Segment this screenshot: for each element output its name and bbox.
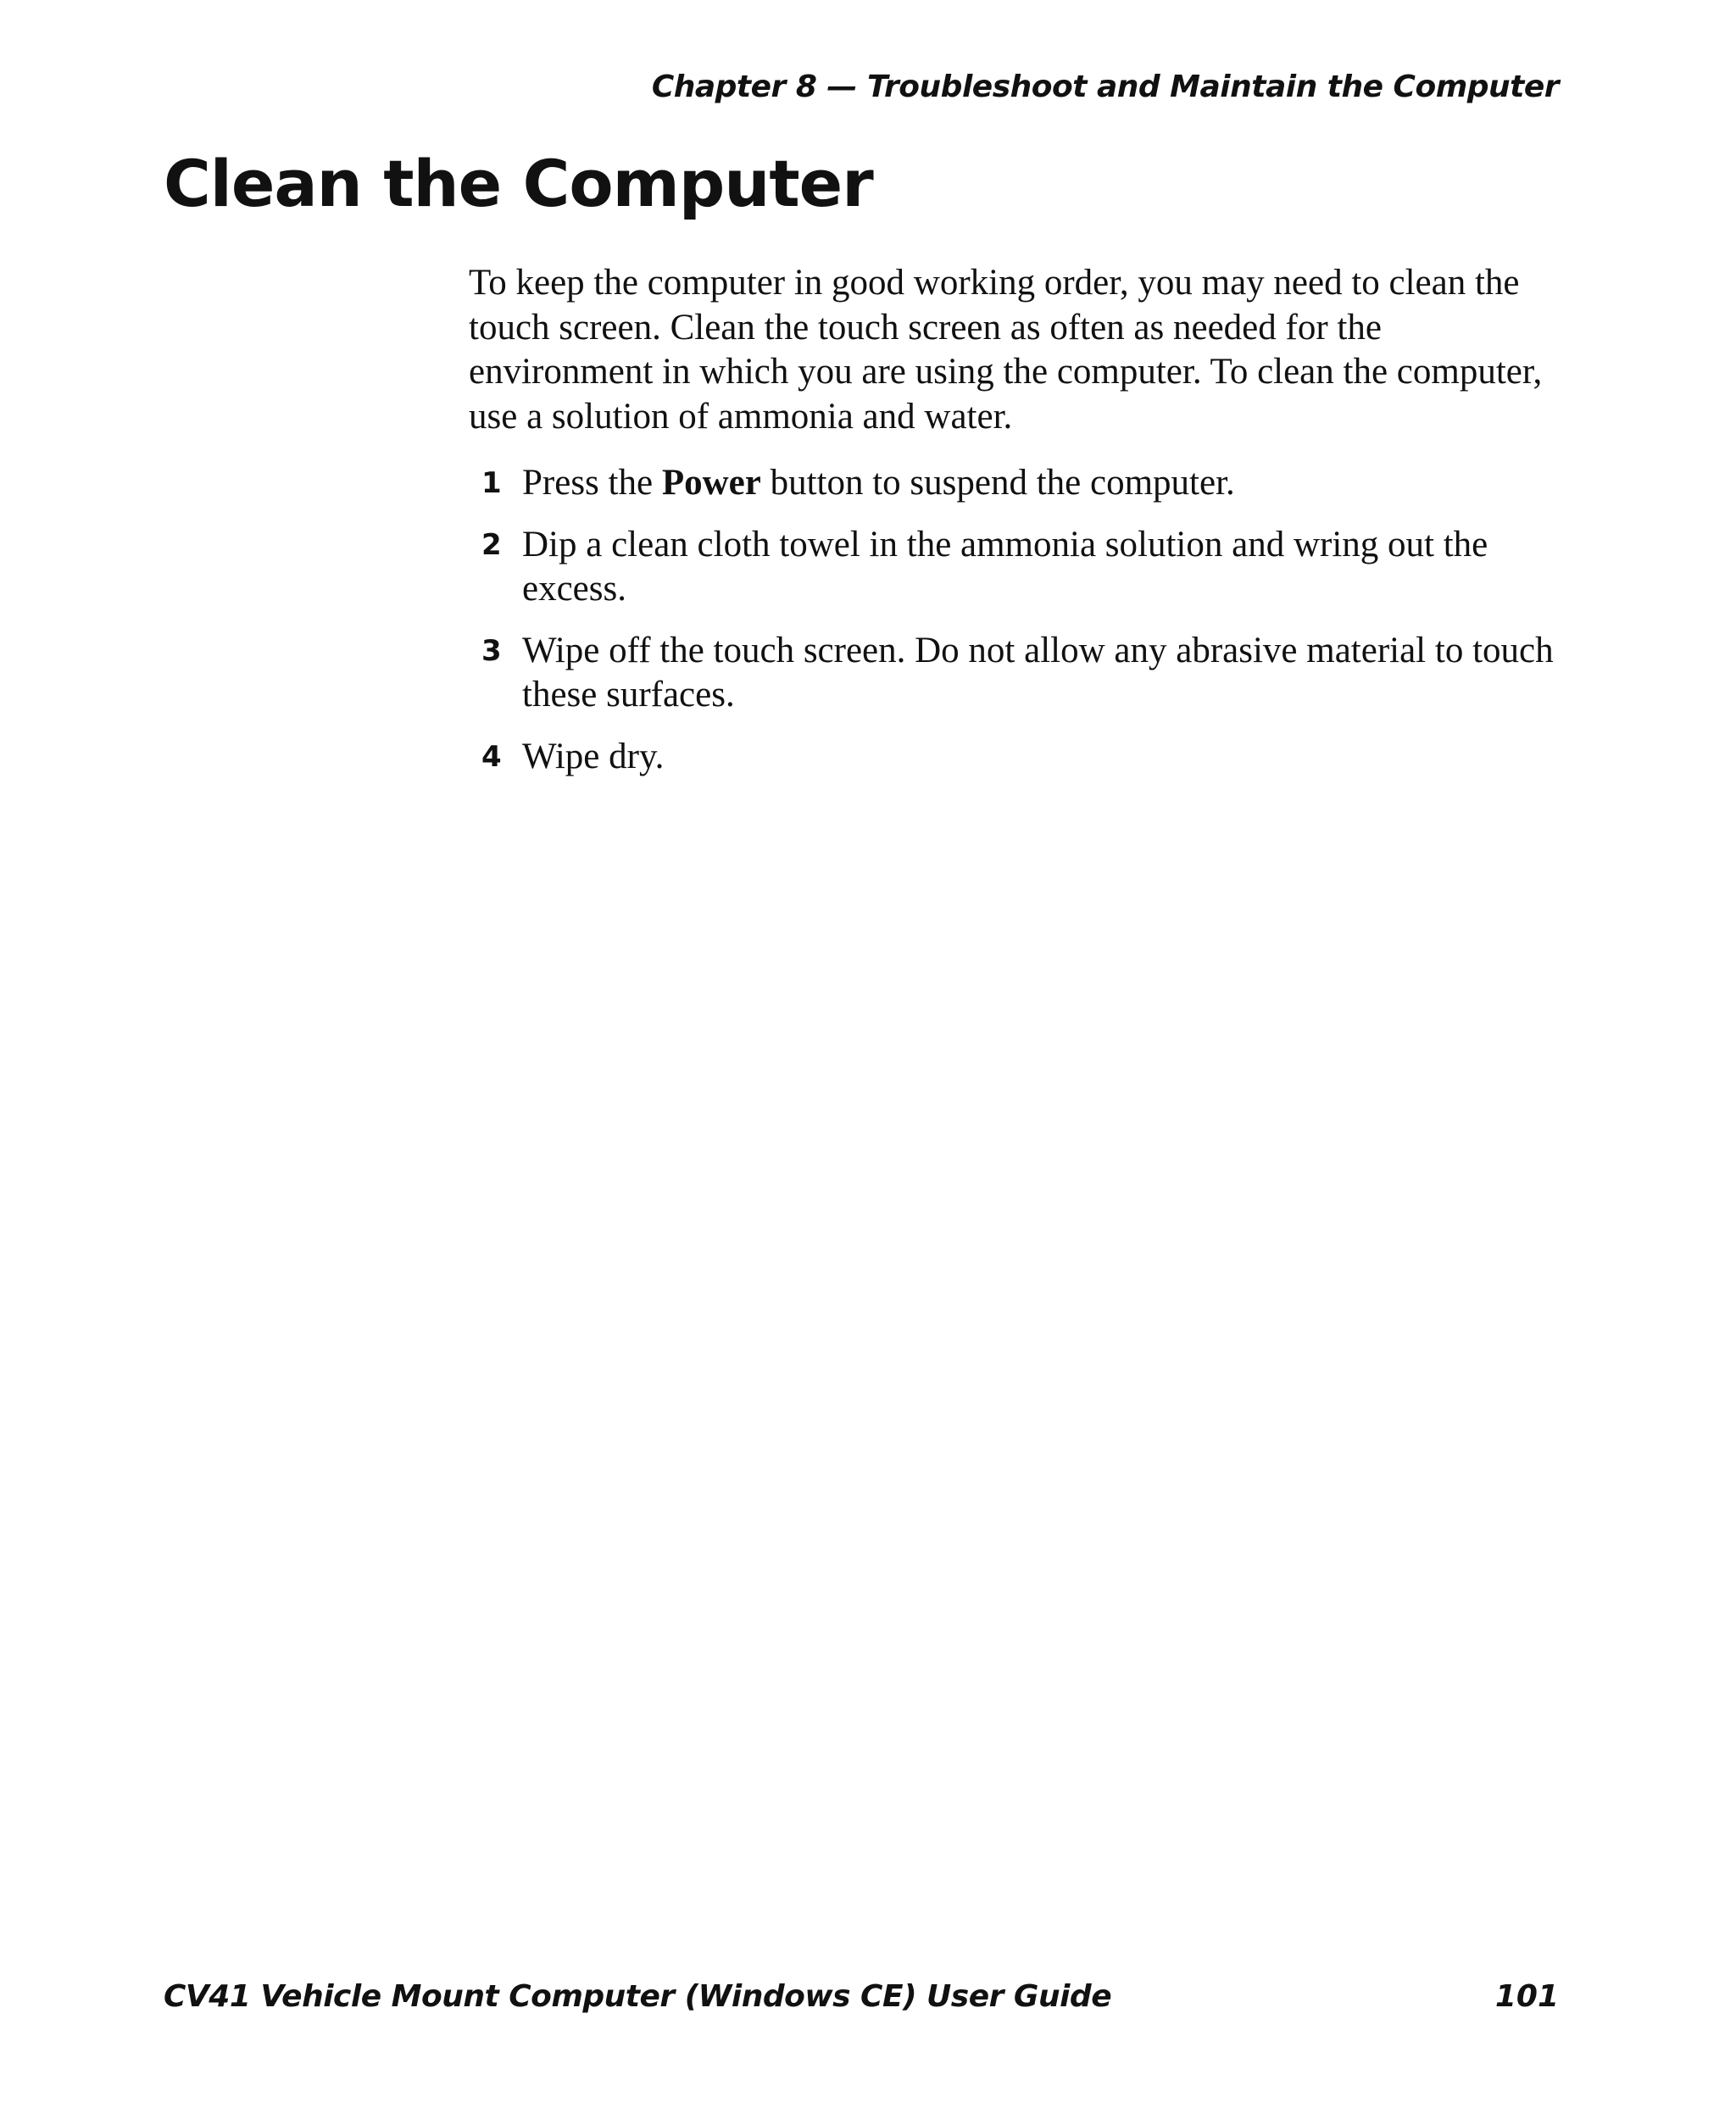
step-3: [469, 629, 1571, 718]
step-number: 2: [481, 527, 502, 562]
steps-list: [469, 461, 1571, 779]
step-text: Dip a clean cloth towel in the ammonia solution and wring out the excess.: [522, 524, 1488, 609]
intro-paragraph: To keep the computer in good working order, you may need to clean the touch screen. Clean the touch screen as often as needed for the environment in which you are using the computer. To clean the computer, use a solution of ammonia and water.: [469, 263, 1543, 437]
step-text-before: Press the: [522, 463, 662, 503]
step-number: 4: [481, 739, 502, 774]
step-text-after: button to suspend the computer.: [760, 463, 1235, 503]
step-1: [469, 461, 1571, 506]
step-text: [522, 463, 1235, 503]
step-4: [469, 735, 1571, 780]
step-2: [469, 523, 1571, 612]
step-number: 1: [481, 466, 502, 500]
power-button-label: Power: [661, 463, 761, 503]
running-header: Chapter 8 — Troubleshoot and Maintain the Computer: [651, 70, 1559, 104]
body-content: [469, 261, 1571, 796]
step-text: Wipe dry.: [522, 736, 665, 776]
footer-page-number: 101: [1494, 1979, 1559, 2014]
step-text: Wipe off the touch screen. Do not allow any abrasive material to touch these surfaces.: [522, 630, 1554, 715]
step-number: 3: [481, 633, 502, 668]
page-title: Clean the Computer: [164, 146, 873, 221]
footer-guide-title: CV41 Vehicle Mount Computer (Windows CE) User Guide: [164, 1979, 1112, 2014]
